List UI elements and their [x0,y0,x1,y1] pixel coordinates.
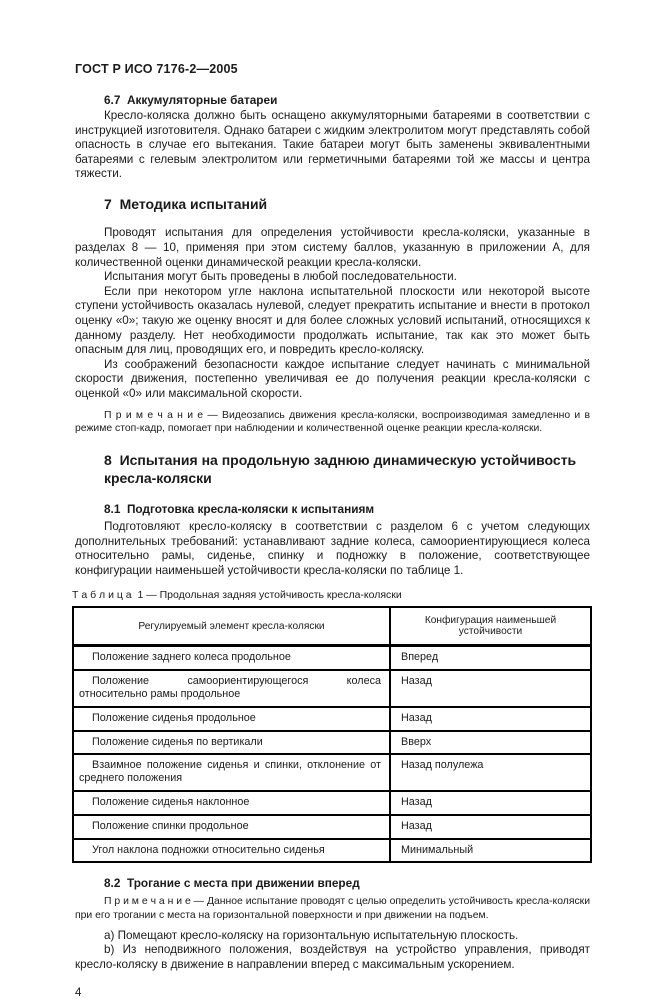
section-6-7-heading: 6.7 Аккумуляторные батареи [104,93,278,107]
config-cell: Назад полулежа [390,754,591,791]
config-cell: Назад [390,670,591,707]
page-number: 4 [75,986,82,999]
table-row [73,731,591,755]
table-row [73,839,591,863]
table-row [73,670,591,707]
table-row [73,646,591,670]
config-cell: Назад [390,815,591,839]
element-cell: Положение сиденья наклонное [73,791,390,815]
section-7-note: П р и м е ч а н и е — Видеозапись движения кресла-коляски, воспроизводимая замедленно и в режиме стоп-кадр, помогает при наблюдении и количественной оценке реакции кресла-коляски. [75,409,590,434]
section-8-heading-line-2: кресла-коляски [104,469,212,486]
config-cell: Назад [390,707,591,731]
section-8-1-heading: 8.1 Подготовка кресла-коляски к испытаниям [104,502,375,516]
section-7-paragraph-3: Если при некотором угле наклона испытательной плоскости или некоторой высоте ступени устойчивость оказалась нулевой, следует прекратить испытание и внести в протокол оценку «0»; такую же оценку вносят и для более сложных условий испытаний, относящихся к данному разделу. Нет необходимости продолжать испытание, так как это может быть опасным для лиц, проводящих его, и повредить кресло-коляску. [75,284,590,357]
section-8-1-paragraph: Подготовляют кресло-коляску в соответствии с разделом 6 с учетом следующих дополнительных требований: устанавливают задние колеса, самоориентирующиеся колеса относительно рамы, сиденье, спинку и подножку в положение, соответствующее конфигурации наименьшей устойчивости кресла-коляски по таблице 1. [75,520,590,577]
config-cell: Вперед [390,646,591,670]
element-cell: Взаимное положение сиденья и спинки, отклонение от среднего положения [73,754,390,791]
table-row [73,707,591,731]
element-cell: Положение самоориентирующегося колеса относительно рамы продольное [73,670,390,707]
column-header-element: Регулируемый элемент кресла-коляски [73,607,390,646]
table-row [73,815,591,839]
section-8-2-item-b: b) Из неподвижного положения, воздействуя на устройство управления, приводят кресло-коляску в движение в направлении вперед с максимальным ускорением. [75,943,590,971]
config-cell: Вверх [390,731,591,755]
section-8-heading [75,452,590,487]
section-8-2-item-a: a) Помещают кресло-коляску на горизонтальную испытательную плоскость. [104,928,519,942]
table-row [73,791,591,815]
element-cell: Положение заднего колеса продольное [73,646,390,670]
section-7-heading: 7 Методика испытаний [104,195,268,212]
section-8-heading-line-1: 8 Испытания на продольную заднюю динамическую устойчивость [104,452,577,468]
table-1 [72,606,592,863]
element-cell: Угол наклона подножки относительно сиденья [73,839,390,863]
table-header-row [73,607,591,646]
section-8-2-note: П р и м е ч а н и е — Данное испытание проводят с целью определить устойчивость кресла-коляски при его трогании с места на горизонтальной поверхности и при движении на подъем. [75,896,590,921]
section-8-2-heading: 8.2 Трогание с места при движении вперед [104,876,360,891]
column-header-configuration: Конфигурация наименьшей устойчивости [390,607,591,646]
table-1-caption: Т а б л и ц а 1 — Продольная задняя устойчивость кресла-коляски [72,589,402,602]
table-row [73,754,591,791]
section-7-paragraph-4: Из соображений безопасности каждое испытание следует начинать с минимальной скорости движения, постепенно увеличивая ее до получения реакции кресла-коляски с оценкой «0» или максимальной скорости. [75,357,590,400]
config-cell: Назад [390,791,591,815]
element-cell: Положение спинки продольное [73,815,390,839]
section-6-7-paragraph: Кресло-коляска должно быть оснащено аккумуляторными батареями в соответствии с инструкцией изготовителя. Однако батареи с жидким электролитом могут представлять собой опасность в случае его вытекания. Такие батареи могут быть заменены эквивалентными батареями с гелевым электролитом или герметичными батареями той же массы и центра тяжести. [75,109,590,181]
section-7-paragraph-1: Проводят испытания для определения устойчивости кресла-коляски, указанные в разделах 8 — 10, применяя при этом систему баллов, указанную в приложении А, для количественной оценки динамической реакции кресла-коляски. [75,226,590,269]
element-cell: Положение сиденья по вертикали [73,731,390,755]
config-cell: Минимальный [390,839,591,863]
section-7-paragraph-2: Испытания могут быть проведены в любой последовательности. [104,270,457,284]
element-cell: Положение сиденья продольное [73,707,390,731]
document-header: ГОСТ Р ИСО 7176-2—2005 [75,62,238,76]
